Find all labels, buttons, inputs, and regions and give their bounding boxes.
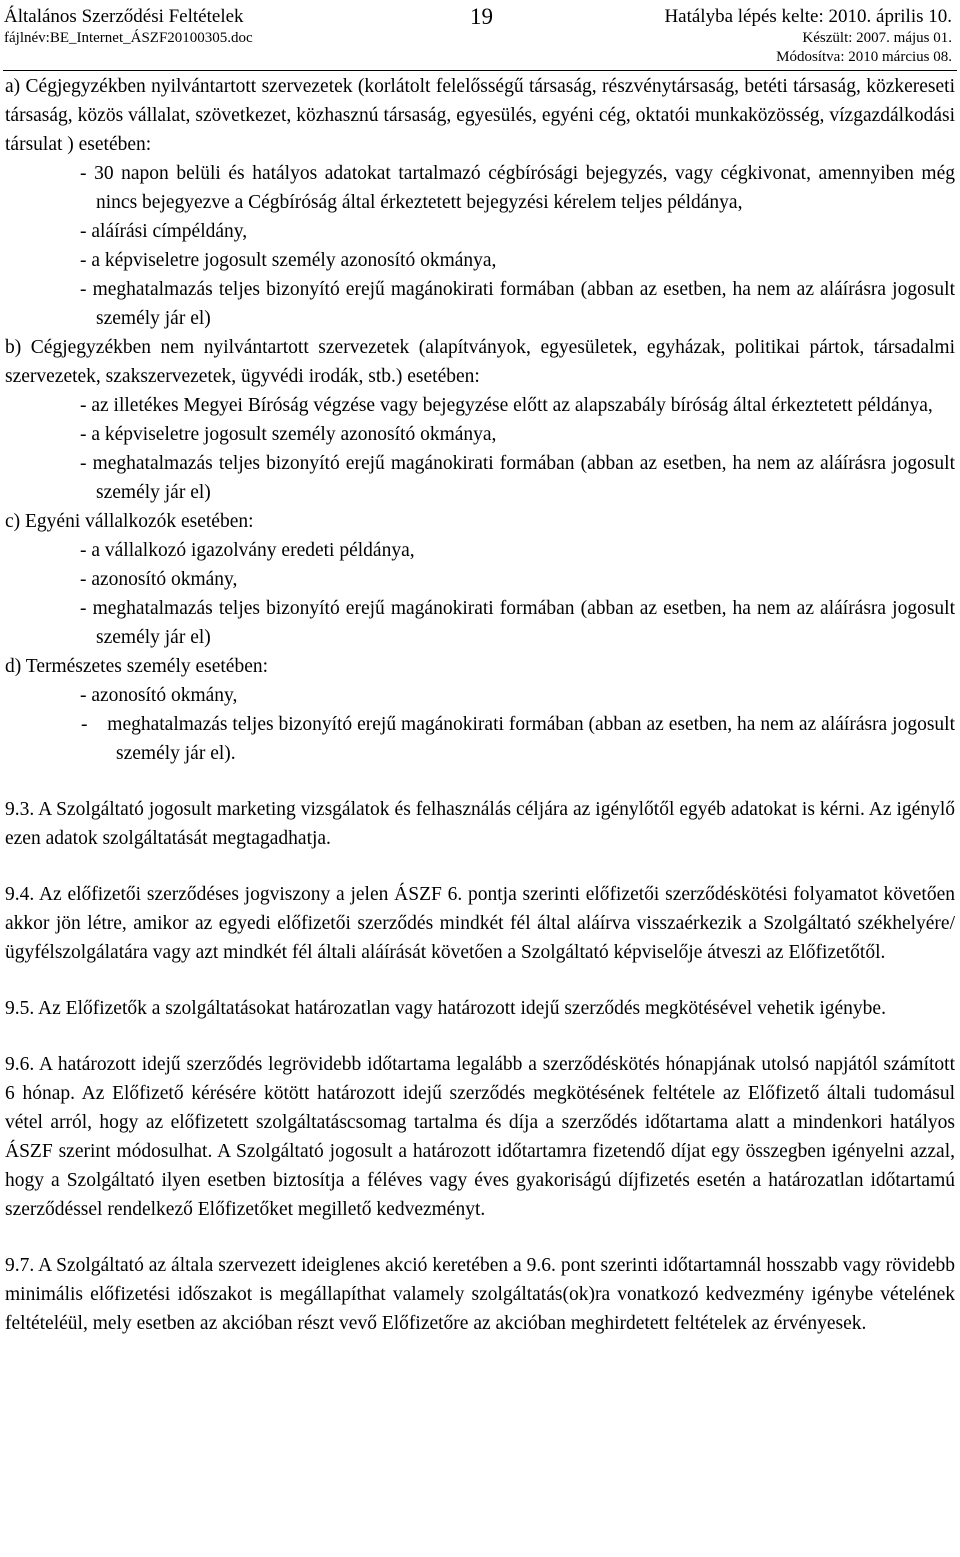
section-a-item: - 30 napon belüli és hatályos adatokat tartalmazó cégbírósági bejegyzés, vagy cégkivonat, amennyiben még nincs bejegyezve a Cégbíróság által érkeztetett bejegyzési kérelem teljes példánya,: [80, 163, 955, 213]
section-c-item: - azonosító okmány,: [80, 569, 238, 590]
modified-date: Módosítva: 2010 március 08.: [776, 49, 952, 65]
section-d-intro: d) Természetes személy esetében:: [5, 656, 269, 677]
page-number: 19: [470, 4, 493, 29]
section-d-item: - azonosító okmány,: [80, 685, 238, 706]
section-b-item: - a képviseletre jogosult személy azonosító okmánya,: [80, 424, 497, 445]
section-c-item: - a vállalkozó igazolvány eredeti példánya,: [80, 540, 415, 561]
section-a-intro: a) Cégjegyzékben nyilvántartott szervezetek (korlátolt felelősségű társaság, részvénytársaság, betéti társaság, közkereseti társaság, közös vállalat, szövetkezet, közhasznú társaság, egyesülés, egyéni cég, oktatói munkaközösség, vízgazdálkodási társulat ) esetében:: [5, 76, 955, 155]
paragraph-9-5: 9.5. Az Előfizetők a szolgáltatásokat határozatlan vagy határozott idejű szerződés megkötésével vehetik igénybe.: [5, 998, 886, 1019]
section-c-item: - meghatalmazás teljes bizonyító erejű magánokirati formában (abban az esetben, ha nem az aláírásra jogosult személy jár el): [80, 598, 955, 648]
header-divider: [3, 70, 957, 71]
document-title: Általános Szerződési Feltételek: [4, 6, 244, 27]
paragraph-9-4: 9.4. Az előfizetői szerződéses jogviszony a jelen ÁSZF 6. pontja szerinti előfizetői szerződéskötési folyamatot követően akkor jön létre, amikor az egyedi előfizetői szerződés mindkét fél által aláírva visszaérkezik a Szolgáltató székhelyére/ügyfélszolgálatára vagy azt mindkét fél általi aláírását követően a Szolgáltató képviselője átveszi az Előfizetőtől.: [5, 884, 955, 963]
section-c-intro: c) Egyéni vállalkozók esetében:: [5, 511, 254, 532]
file-name: fájlnév:BE_Internet_ÁSZF20100305.doc: [4, 30, 253, 46]
page-header: [0, 0, 960, 72]
section-d-item: - meghatalmazás teljes bizonyító erejű magánokirati formában (abban az esetben, ha nem az aláírásra jogosult személy jár el).: [81, 714, 955, 764]
section-a-item: - a képviseletre jogosult személy azonosító okmánya,: [80, 250, 497, 271]
section-a-item: - aláírási címpéldány,: [80, 221, 248, 242]
paragraph-9-3: 9.3. A Szolgáltató jogosult marketing vizsgálatok és felhasználás céljára az igénylőtől egyéb adatokat is kérni. Az igénylő ezen adatok szolgáltatását megtagadhatja.: [5, 799, 955, 849]
document-body: [5, 72, 955, 1338]
section-b-intro: b) Cégjegyzékben nem nyilvántartott szervezetek (alapítványok, egyesületek, egyházak, politikai pártok, társadalmi szervezetek, szakszervezetek, ügyvédi irodák, stb.) esetében:: [5, 337, 955, 387]
effective-date: Hatályba lépés kelte: 2010. április 10.: [664, 6, 952, 27]
paragraph-9-6: 9.6. A határozott idejű szerződés legrövidebb időtartama legalább a szerződéskötés hónapjának utolsó napjától számított 6 hónap. Az Előfizető kérésére kötött határozott idejű szerződés megkötésének feltétele az Előfizető általi tudomásul vétel arról, hogy az előfizetett szolgáltatáscsomag tartalma és díja a szerződés időtartama alatt a mindenkori hatályos ÁSZF szerint módosulhat. A Szolgáltató jogosult a határozott időtartamra fizetendő díjat egy összegben igényelni azzal, hogy a Szolgáltató ilyen esetben biztosítja a féléves vagy éves gyakoriságú díjfizetés esetén a határozatlan időtartamú szerződéssel rendelkező Előfizetőket megillető kedvezményt.: [5, 1054, 955, 1220]
paragraph-9-7: 9.7. A Szolgáltató az általa szervezett ideiglenes akció keretében a 9.6. pont szerinti időtartamnál hosszabb vagy rövidebb minimális előfizetési időszakot is megállapíthat valamely szolgáltatás(ok)ra vonatkozó kedvezmény igénybe vételének feltételéül, mely esetben az akcióban részt vevő Előfizetőre az akcióban meghirdetett feltételek az érvényesek.: [5, 1255, 955, 1334]
section-a-item: - meghatalmazás teljes bizonyító erejű magánokirati formában (abban az esetben, ha nem az aláírásra jogosult személy jár el): [80, 279, 955, 329]
section-b-item: - meghatalmazás teljes bizonyító erejű magánokirati formában (abban az esetben, ha nem az aláírásra jogosult személy jár el): [80, 453, 955, 503]
section-b-item: - az illetékes Megyei Bíróság végzése vagy bejegyzése előtt az alapszabály bíróság által érkeztetett példánya,: [80, 395, 933, 416]
created-date: Készült: 2007. május 01.: [802, 30, 952, 46]
